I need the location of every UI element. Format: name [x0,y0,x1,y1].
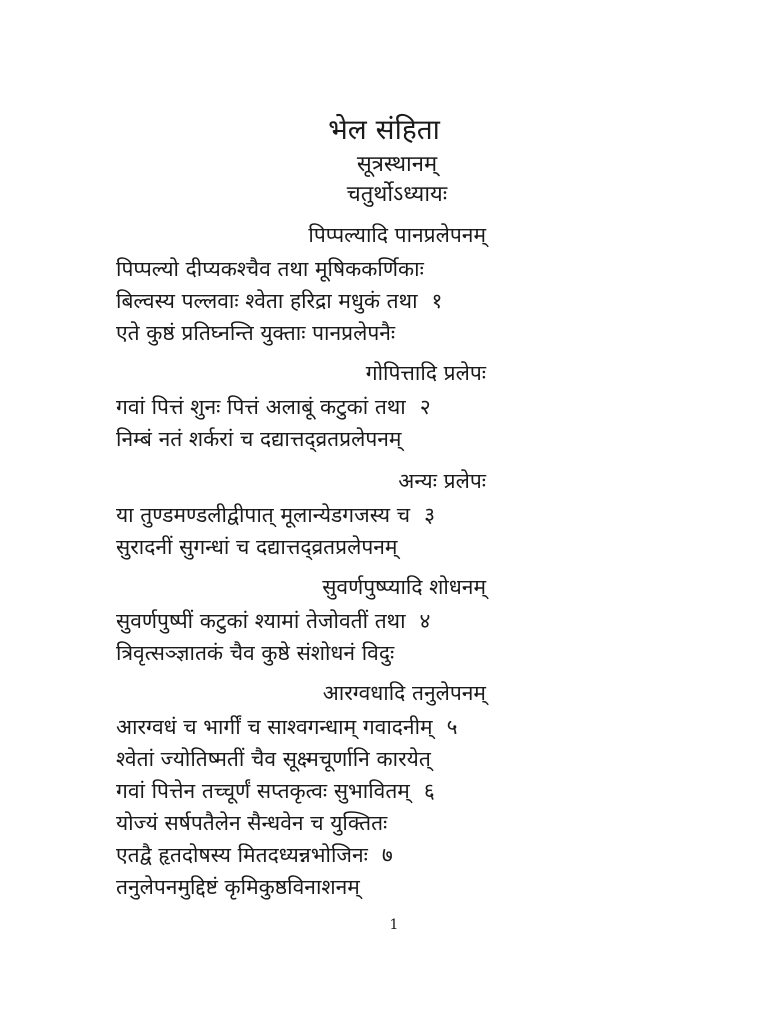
verse-line [116,318,395,348]
verse-text: सुवर्णपुष्पीं कटुकां श्यामां तेजोवतीं तथा [116,609,406,633]
verse-text: आरग्वधं च भार्गीं च साश्वगन्धाम् गवादनीम् [116,715,433,739]
verse-line [116,744,431,774]
verse-number: ५ [446,715,458,739]
verse-text: त्रिवृत्सञ्ज्ञातकं चैव कुष्ठे संशोधनं विदुः [116,641,395,665]
verse-text: योज्यं सर्षपतैलेन सैन्धवेन च युक्तितः [116,811,388,835]
verse-text: बिल्वस्य पल्लवाः श्वेता हरिद्रा मधुकं तथा [116,289,418,313]
verse-text: श्वेतां ज्योतिष्मतीं चैव सूक्ष्मचूर्णानि कारयेत् [116,747,431,771]
section-heading: सुवर्णपुष्प्यादि शोधनम् [322,575,486,599]
verse-line [116,254,424,284]
sthana-subtitle: सूत्रस्थानम् [356,152,438,177]
adhyaya-subtitle: चतुर्थोऽध्यायः [346,182,448,207]
verse-line [116,500,435,530]
verse-line [116,286,442,316]
verse-line [116,840,393,870]
verse-number: ३ [424,503,435,527]
verse-text: निम्बं नतं शर्करां च दद्यात्तद्व्रतप्रलेपनम् [116,427,402,451]
verse-text: गवां पित्तेन तच्चूर्णं सप्तकृत्वः सुभावितम् [116,779,410,803]
section-heading: गोपित्तादि प्रलेपः [365,361,486,385]
page-number: 1 [389,917,399,933]
section-heading: पिप्पल्यादि पानप्रलेपनम् [308,223,486,247]
section-heading: अन्यः प्रलेपः [398,469,486,493]
verse-text: तनुलेपनमुद्दिष्टं कृमिकुष्ठविनाशनम् [116,875,360,899]
verse-text: गवां पित्तं शुनः पित्तं अलाबूं कटुकां तथा [116,395,406,419]
verse-text: एते कुष्ठं प्रतिघ्नन्ति युक्ताः पानप्रलेपनैः [116,321,396,345]
verse-number: ७ [381,843,393,867]
verse-text: एतद्वै हृतदोषस्य मितदध्यन्नभोजिनः [116,843,368,867]
verse-text: या तुण्डमण्डलीद्वीपात् मूलान्येडगजस्य च [116,503,411,527]
verse-number: ६ [423,779,435,803]
verse-line [116,606,430,636]
verse-number: ४ [419,609,431,633]
section-heading: आरग्वधादि तनुलेपनम् [322,681,486,705]
verse-line [116,808,387,838]
verse-line [116,638,394,668]
verse-line [116,872,360,902]
verse-text: पिप्पल्यो दीप्यकश्चैव तथा मूषिककर्णिकाः [116,257,424,281]
verse-line [116,424,401,454]
verse-line [116,392,431,422]
verse-number: १ [431,289,443,313]
verse-text: सुरादनीं सुगन्धां च दद्यात्तद्व्रतप्रलेपनम् [116,535,398,559]
verse-line [116,712,458,742]
verse-line [116,532,397,562]
document-title: भेल संहिता [328,113,440,146]
verse-number: २ [419,395,431,419]
verse-line [116,776,435,806]
